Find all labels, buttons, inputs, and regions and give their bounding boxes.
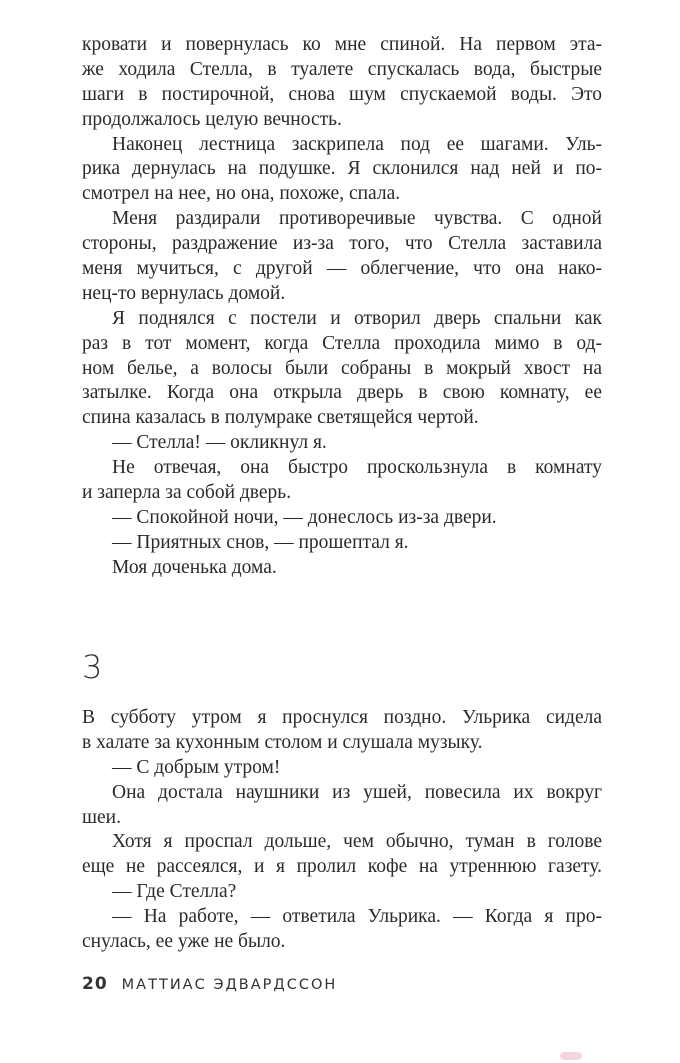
page-footer (82, 974, 337, 994)
text-line: — Стелла! — окликнул я. (112, 432, 327, 454)
text-line: шеи. (82, 806, 121, 828)
scan-mark (560, 1052, 582, 1060)
text-line: Моя доченька дома. (112, 556, 277, 578)
text-line: стороны, раздражение из-за того, что Стелла заставила (82, 233, 602, 255)
text-line: снулась, ее уже не было. (82, 931, 286, 953)
text-line: смотрел на нее, но она, похоже, спала. (82, 183, 401, 205)
text-line: кровати и повернулась ко мне спиной. На первом эта- (82, 34, 602, 55)
body-text-chapter (82, 706, 602, 955)
text-line: в халате за кухонным столом и слушала музыку. (82, 731, 483, 753)
author-name: МАТТИАС ЭДВАРДССОН (121, 977, 338, 993)
text-line: продолжалось целую вечность. (82, 108, 342, 130)
text-line: Она достала наушники из ушей, повесила их вокруг (112, 781, 602, 803)
text-line: Не отвечая, она быстро проскользнула в комнату (112, 457, 602, 479)
text-line: рика дернулась на подушке. Я склонился над ней и по- (82, 158, 602, 180)
text-line: — С добрым утром! (112, 756, 281, 778)
text-line: ном белье, а волосы были собраны в мокрый хвост на (82, 357, 602, 379)
text-line: В субботу утром я проснулся поздно. Ульрика сидела (82, 707, 602, 728)
text-line: нец-то вернулась домой. (82, 282, 286, 304)
text-line: спина казалась в полумраке светящейся чертой. (82, 407, 479, 429)
chapter-number: 3 (82, 648, 103, 686)
text-line: Меня раздирали противоречивые чувства. С одной (112, 208, 602, 230)
text-line: шаги в постирочной, снова шум спускаемой воды. Это (82, 83, 602, 105)
text-line: еще не рассеялся, и я пролил кофе на утреннюю газету. (82, 856, 602, 878)
text-line: Наконец лестница заскрипела под ее шагами. Уль- (112, 133, 602, 155)
text-line: — Спокойной ночи, — донеслось из-за двери. (112, 506, 497, 528)
text-line: и заперла за собой дверь. (82, 482, 292, 504)
text-line: Хотя я проспал дольше, чем обычно, туман в голове (112, 831, 602, 853)
text-line: раз в тот момент, когда Стелла проходила мимо в од- (82, 332, 602, 354)
body-text-top (82, 33, 602, 581)
page-number: 20 (82, 974, 108, 994)
text-line: же ходила Стелла, в туалете спускалась вода, быстрые (82, 58, 602, 80)
text-line: меня мучиться, с другой — облегчение, что она нако- (82, 258, 602, 280)
text-line: — На работе, — ответила Ульрика. — Когда я про- (112, 906, 602, 928)
text-line: — Приятных снов, — прошептал я. (112, 531, 409, 553)
text-line: затылке. Когда она открыла дверь в свою комнату, ее (82, 382, 602, 404)
text-line: Я поднялся с постели и отворил дверь спальни как (112, 307, 602, 329)
text-line: — Где Стелла? (112, 881, 237, 903)
